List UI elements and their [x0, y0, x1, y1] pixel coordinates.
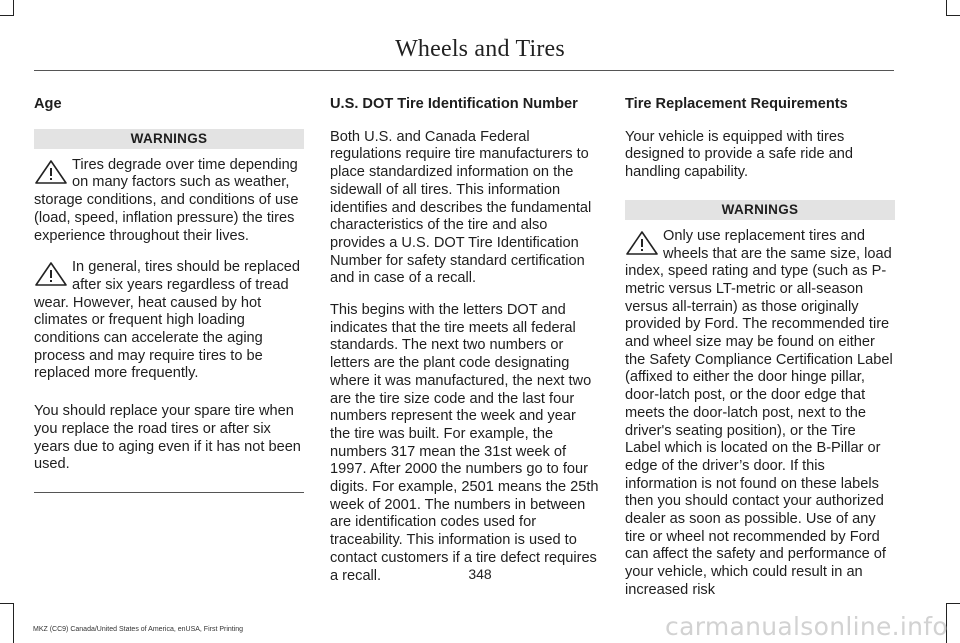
- body-paragraph: Both U.S. and Canada Federal regulations require tire manufacturers to place standardized information on the sidewall of all tires. This information identifies and describes the fundamental characteristics of the tire and also provides a U.S. DOT Tire Identification Number for safety standard certification and in case of a recall.: [330, 128, 592, 287]
- body-paragraph: This begins with the letters DOT and indicates that the tire meets all federal standards. The next two numbers or letters are the plant code designating where it was manufactured, the next two are the tire size code and the last four numbers represent the week and year the tire was built. For example, the numbers 317 mean the 31st week of 1997. After 2000 the numbers go to four digits. For example, 2501 means the 25th week of 2001. The numbers in between are identification codes used for traceability. This information is used to contact customers if a tire defect requires a recall.: [330, 302, 599, 584]
- crop-mark: [13, 0, 14, 16]
- warning-text: In general, tires should be replaced after six years regardless of tread wear. However, heat caused by hot climates or frequent high loading conditions can accelerate the aging process and may require tires to be replaced more frequently.: [34, 259, 300, 382]
- crop-mark: [946, 15, 960, 16]
- warning-item: [34, 259, 304, 383]
- crop-mark: [946, 0, 947, 16]
- footer-edition: MKZ (CC9) Canada/United States of America, enUSA, First Printing: [33, 626, 244, 633]
- header-rule: [34, 70, 894, 71]
- section-heading-age: Age: [34, 96, 62, 112]
- watermark: carmanualsonline.info: [665, 612, 948, 641]
- section-heading-dot-number: U.S. DOT Tire Identification Number: [330, 96, 578, 112]
- body-paragraph: You should replace your spare tire when you replace the road tires or after six years due to aging even if it has not been used.: [34, 403, 301, 473]
- crop-mark: [0, 15, 14, 16]
- warning-text: Only use replacement tires and wheels that are the same size, load index, speed rating and type (such as P-metric versus LT-metric or all-season versus all-terrain) as those originally provided by Ford. The recommended tire and wheel size may be found on either the Safety Compliance Certification Label (affixed to either the door hinge pillar, door-latch post, or the door edge that meets the door-latch post, next to the driver's seating position), or the Tire Label which is located on the B-Pillar or edge of the driver’s door. If this information is not found on these labels then you should contact your authorized dealer as soon as possible. Use of any tire or wheel not recommended by Ford can affect the safety and performance of your vehicle, which could result in an increased risk: [625, 227, 893, 598]
- warning-item: [625, 228, 895, 600]
- warning-triangle-icon: [34, 159, 68, 185]
- crop-mark: [0, 603, 14, 604]
- warnings-banner: WARNINGS: [625, 200, 895, 220]
- section-heading-replacement: Tire Replacement Requirements: [625, 96, 848, 112]
- right-column: [625, 96, 895, 614]
- warning-triangle-icon: [34, 261, 68, 287]
- warning-item: [34, 157, 304, 246]
- warning-triangle-icon: [625, 230, 659, 256]
- page-title: Wheels and Tires: [395, 36, 565, 62]
- left-column: [34, 96, 304, 493]
- middle-column: [330, 96, 600, 599]
- crop-mark: [946, 603, 960, 604]
- warnings-banner: WARNINGS: [34, 129, 304, 149]
- section-end-rule: [34, 492, 304, 493]
- body-paragraph: Your vehicle is equipped with tires designed to provide a safe ride and handling capability.: [625, 128, 853, 181]
- crop-mark: [13, 603, 14, 643]
- warning-text: Tires degrade over time depending on many factors such as weather, storage conditions, and conditions of use (load, speed, inflation pressure) the tires experience throughout their lives.: [34, 156, 299, 244]
- page-number: 348: [468, 566, 492, 582]
